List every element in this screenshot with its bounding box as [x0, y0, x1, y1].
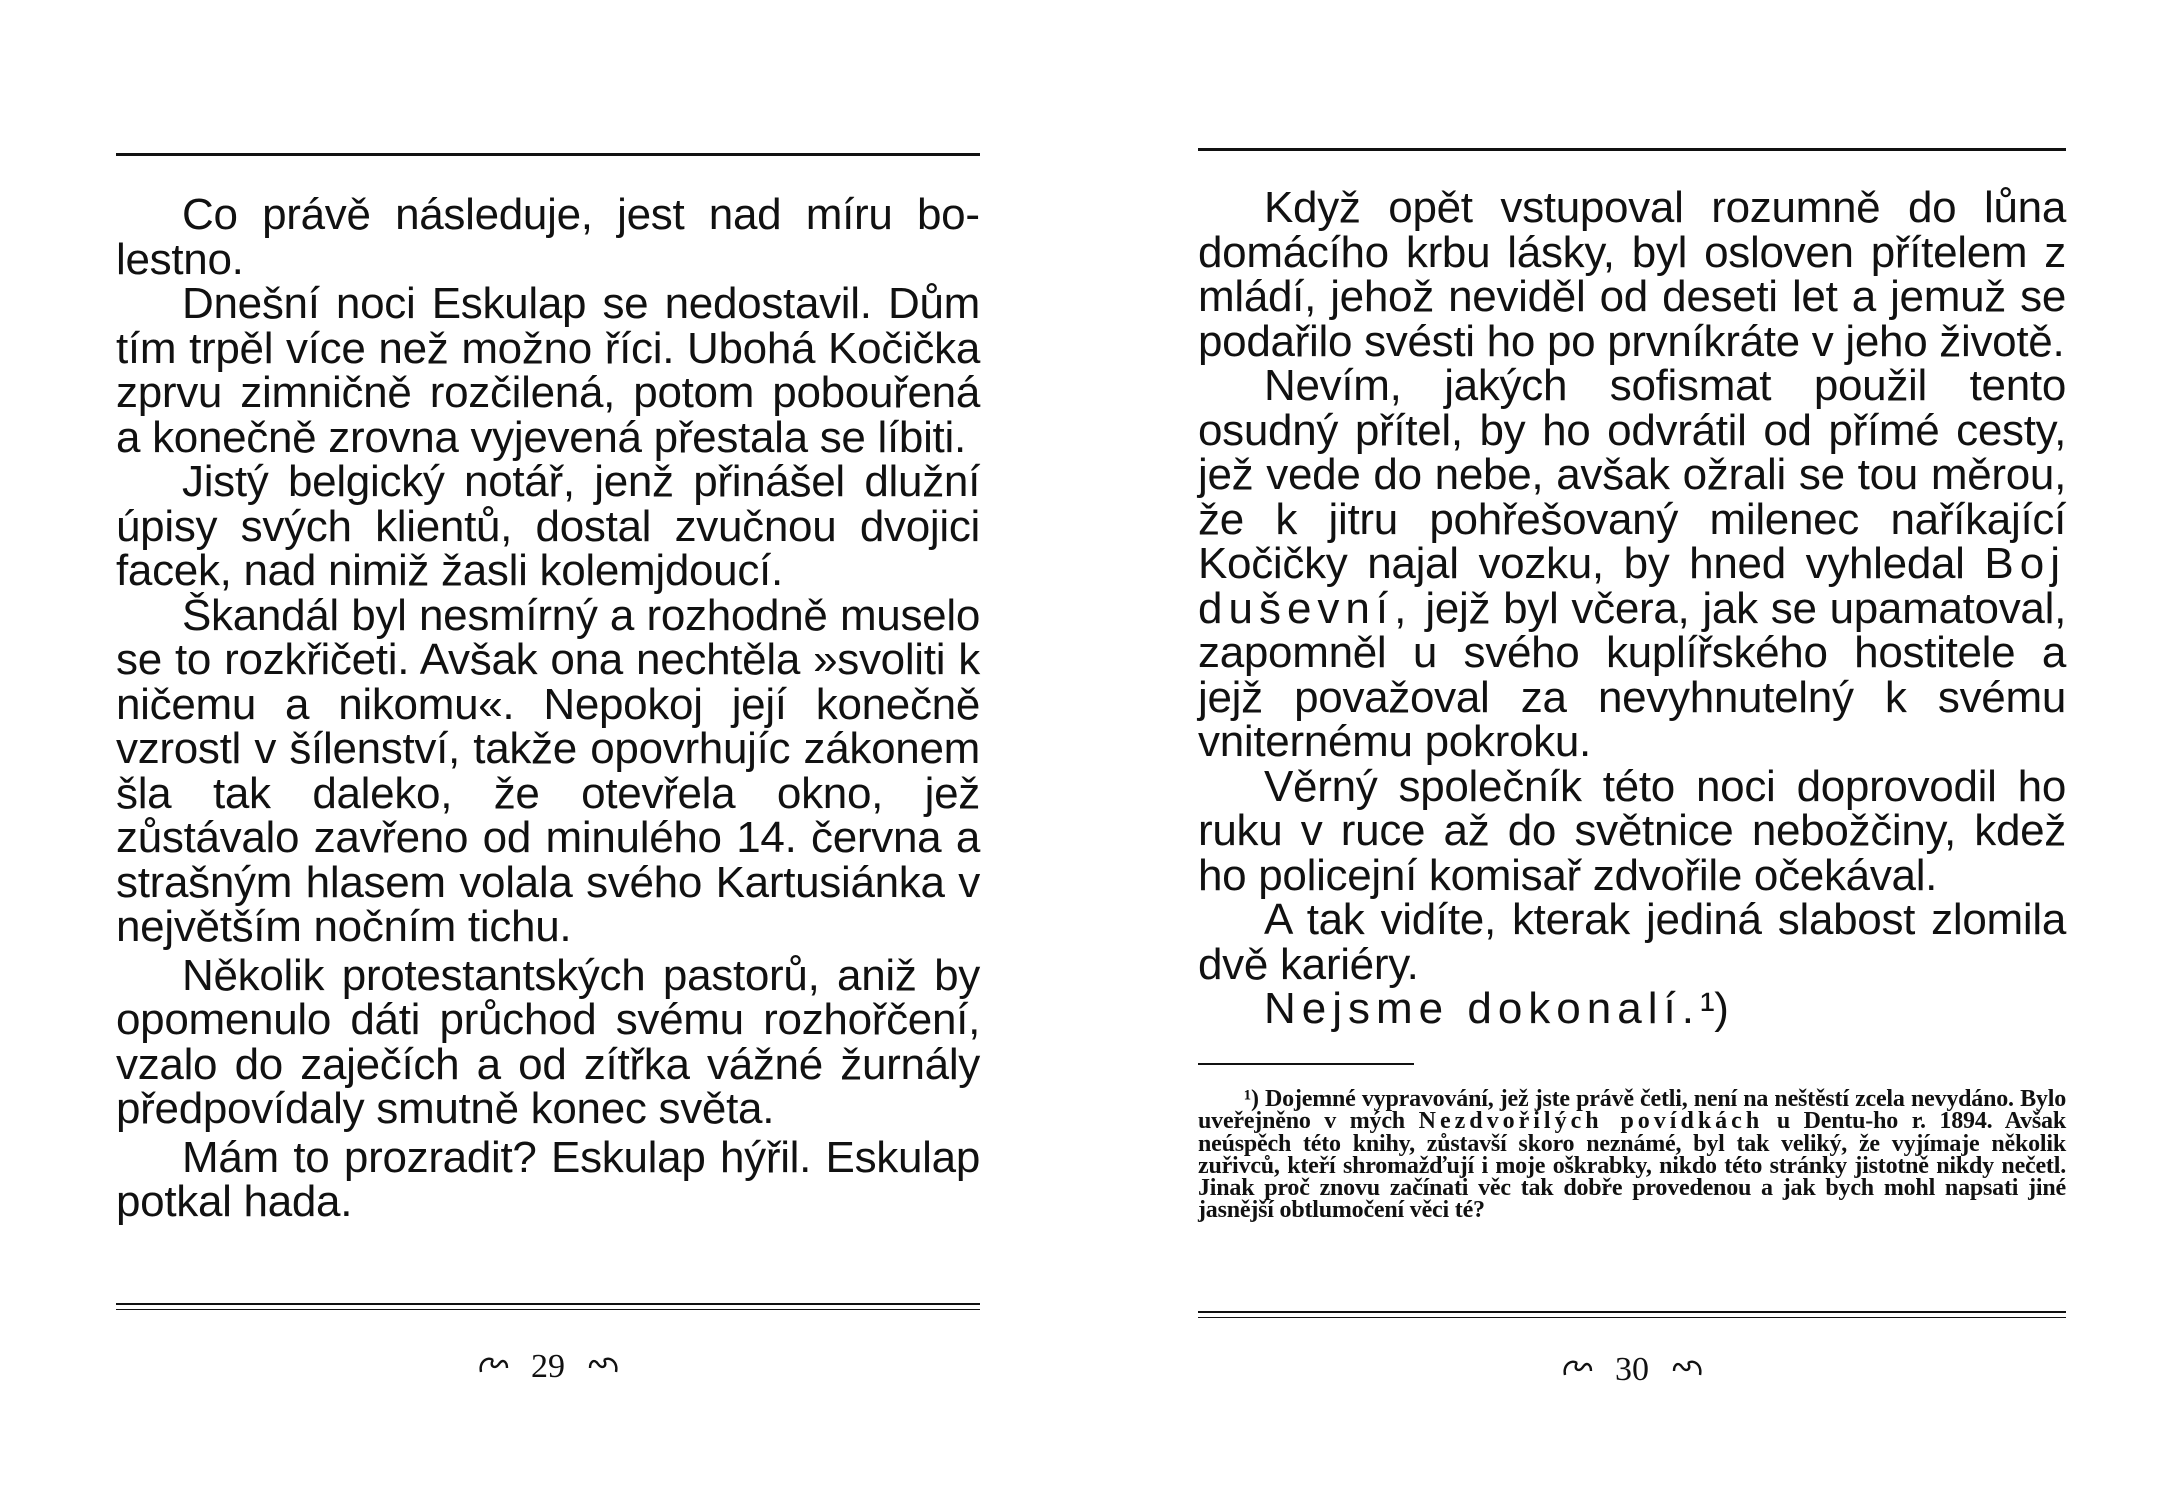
ornament-right-icon — [586, 1349, 620, 1389]
paragraph — [1198, 361, 2066, 766]
paragraph: Několik protestantských pastorů, aniž by opomenulo dáti průchod svému rozhořčení, vzalo do zaječích a od zítřka vážné žurnály předpovídaly smutně konec světa. — [116, 950, 980, 1133]
paragraph — [1198, 984, 2066, 1033]
paragraph: Když opět vstupoval rozumně do lůna domácího krbu lásky, byl osloven přítelem z mládí, jehož neviděl od deseti let a jemuž se podařilo svésti ho po prvníkráte v jeho životě. — [1198, 183, 2066, 366]
footnote-text: ¹) Dojemné vypravování, jež jste právě četli, není na neštěstí zcela nevydáno. Bylo uveřejněno v mých — [1198, 1086, 2066, 1135]
bottom-rule — [1198, 1311, 2066, 1318]
top-rule — [1198, 148, 2066, 151]
paragraph-text: Nevím, jakých sofismat použil tento osudný přítel, by ho odvrátil od přímé cesty, jež vede do nebe, avšak ožrali se tou měrou, že k jitru pohřešovaný milenec naříkající Kočičky najal vozku, by hned vyhledal — [1198, 361, 2066, 588]
paragraph: A tak vidíte, kterak jediná slabost zlomila dvě kariéry. — [1198, 895, 2066, 989]
right-page-body — [1198, 183, 2066, 1033]
footnote-marker: ¹) — [1699, 984, 1729, 1033]
paragraph: Jistý belgický notář, jenž přinášel dlužní úpisy svých klientů, dostal zvučnou dvojici facek, nad nimiž žasli kolemjdoucí. — [116, 457, 980, 595]
page-number — [116, 1347, 980, 1389]
ornament-left-icon — [477, 1349, 511, 1389]
paragraph: Škandál byl nesmírný a rozhodně muselo se to rozkřičeti. Avšak ona nechtěla »svoliti k ničemu a nikomu«. Nepokoj její konečně vzrostl v šílenství, takže opovrhujíc zákonem šla tak daleko, že otevřela okno, jež zůstávalo zavřeno od minulého 14. června a strašným hlasem volala svého Kartusiánka v největším nočním tichu. — [116, 590, 980, 951]
left-page-body — [116, 190, 980, 1226]
footnote-book-title: Nezdvořilých povídkách — [1418, 1108, 1764, 1135]
footnote — [1198, 1088, 2066, 1222]
paragraph: Co právě následuje, jest nad míru bolestno. — [116, 190, 980, 284]
ornament-left-icon — [1561, 1352, 1595, 1392]
spaced-closing: Nejsme dokonalí. — [1264, 984, 1700, 1033]
paragraph: Dnešní noci Eskulap se nedostavil. Dům tím trpěl více než možno říci. Ubohá Kočička zprvu zimničně rozčilená, potom pobouřená a konečně zrovna vyjevená přestala se líbiti. — [116, 279, 980, 462]
paragraph: Mám to prozradit? Eskulap hýřil. Eskulap potkal hada. — [116, 1132, 980, 1226]
paragraph-text: jejž byl včera, jak se upamatoval, zapomněl u svého kuplířského hostitele a jejž považoval za nevyhnutelný k svému vniternému pokroku. — [1198, 583, 2066, 766]
spaced-title: Boj duševní, — [1198, 539, 2066, 633]
footnote-rule — [1198, 1063, 1414, 1065]
bottom-rule — [116, 1303, 980, 1310]
page-number — [1198, 1350, 2066, 1392]
footnote-text: u Dentu-ho r. 1894. Avšak neúspěch této knihy, zůstavší skoro neznámé, byl tak veliký, že vyjímaje několik zuřivců, kteří shromažďují i moje oškrabky, nikdo této stránky jistotně nikdy nečetl. Jinak proč znovu začínati věc tak dobře provedenou a jak bych mohl napsati jiné jasnější obtlumočení věci té? — [1198, 1108, 2066, 1224]
paragraph: Věrný společník této noci doprovodil ho ruku v ruce až do světnice nebožčiny, kdež ho policejní komisař zdvořile očekával. — [1198, 761, 2066, 900]
page-number-label: 29 — [531, 1348, 565, 1385]
ornament-right-icon — [1670, 1352, 1704, 1392]
top-rule — [116, 153, 980, 156]
page-number-label: 30 — [1615, 1351, 1649, 1388]
